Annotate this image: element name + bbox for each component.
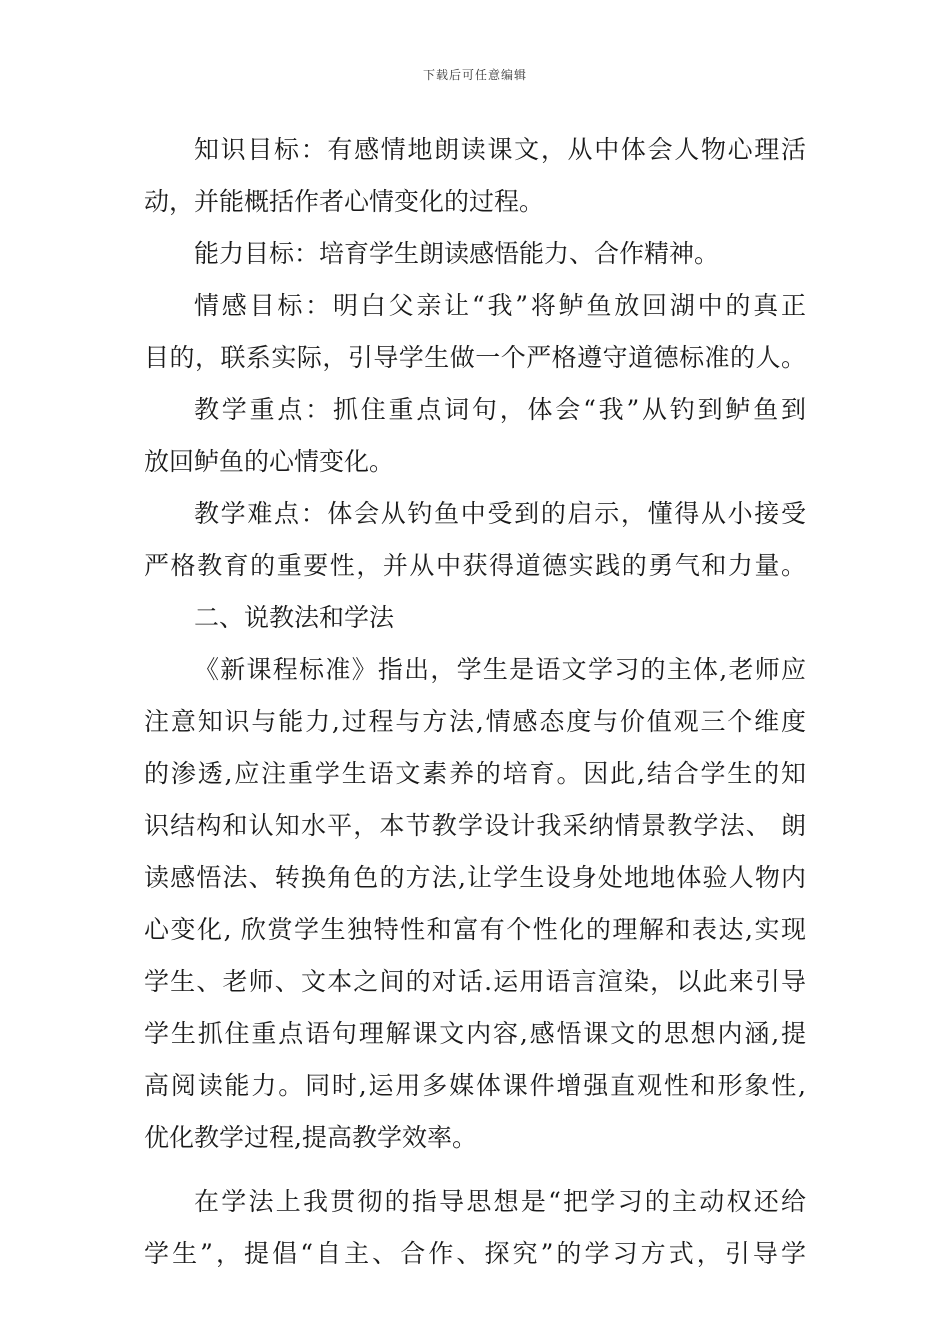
paragraph-line: 高阅读能力。同时,运用多媒体课件增强直观性和形象性,	[144, 1071, 806, 1100]
paragraph-line: 学生、老师、文本之间的对话.运用语言渲染，以此来引导	[144, 967, 806, 996]
paragraph-line: 读感悟法、转换角色的方法,让学生设身处地地体验人物内	[144, 863, 806, 892]
section-heading: 二、说教法和学法	[194, 603, 395, 632]
paragraph-line: 知识目标：有感情地朗读课文，从中体会人物心理活	[194, 135, 806, 164]
paragraph-line: 学生抓住重点语句理解课文内容,感悟课文的思想内涵,提	[144, 1019, 806, 1048]
paragraph-line: 严格教育的重要性，并从中获得道德实践的勇气和力量。	[144, 551, 806, 580]
paragraph-line: 心变化, 欣赏学生独特性和富有个性化的理解和表达,实现	[144, 915, 806, 944]
paragraph-line: 在学法上我贯彻的指导思想是“把学习的主动权还给	[194, 1187, 806, 1216]
paragraph-line: 优化教学过程,提高教学效率。	[144, 1123, 477, 1152]
paragraph-line: 放回鲈鱼的心情变化。	[144, 447, 395, 476]
document-body	[144, 124, 806, 1280]
paragraph-line: 情感目标：明白父亲让“我”将鲈鱼放回湖中的真正	[194, 291, 806, 320]
page-header: 下载后可任意编辑	[422, 68, 527, 82]
paragraph-line: 的渗透,应注重学生语文素养的培育。因此,结合学生的知	[144, 759, 806, 788]
paragraph-line: 注意知识与能力,过程与方法,情感态度与价值观三个维度	[144, 707, 806, 736]
paragraph-line: 学生”，提倡“自主、合作、探究”的学习方式，引导学	[144, 1239, 806, 1268]
paragraph-line: 教学重点：抓住重点词句，体会“我”从钓到鲈鱼到	[194, 395, 806, 424]
paragraph-line: 《新课程标准》指出，学生是语文学习的主体,老师应	[194, 655, 806, 684]
paragraph-line: 能力目标：培育学生朗读感悟能力、合作精神。	[194, 239, 720, 268]
paragraph-line: 动，并能概括作者心情变化的过程。	[144, 187, 545, 216]
paragraph-line: 教学难点：体会从钓鱼中受到的启示，懂得从小接受	[194, 499, 806, 528]
paragraph-line: 目的，联系实际，引导学生做一个严格遵守道德标准的人。	[144, 343, 806, 372]
paragraph-line: 识结构和认知水平，本节教学设计我采纳情景教学法、 朗	[144, 811, 806, 840]
